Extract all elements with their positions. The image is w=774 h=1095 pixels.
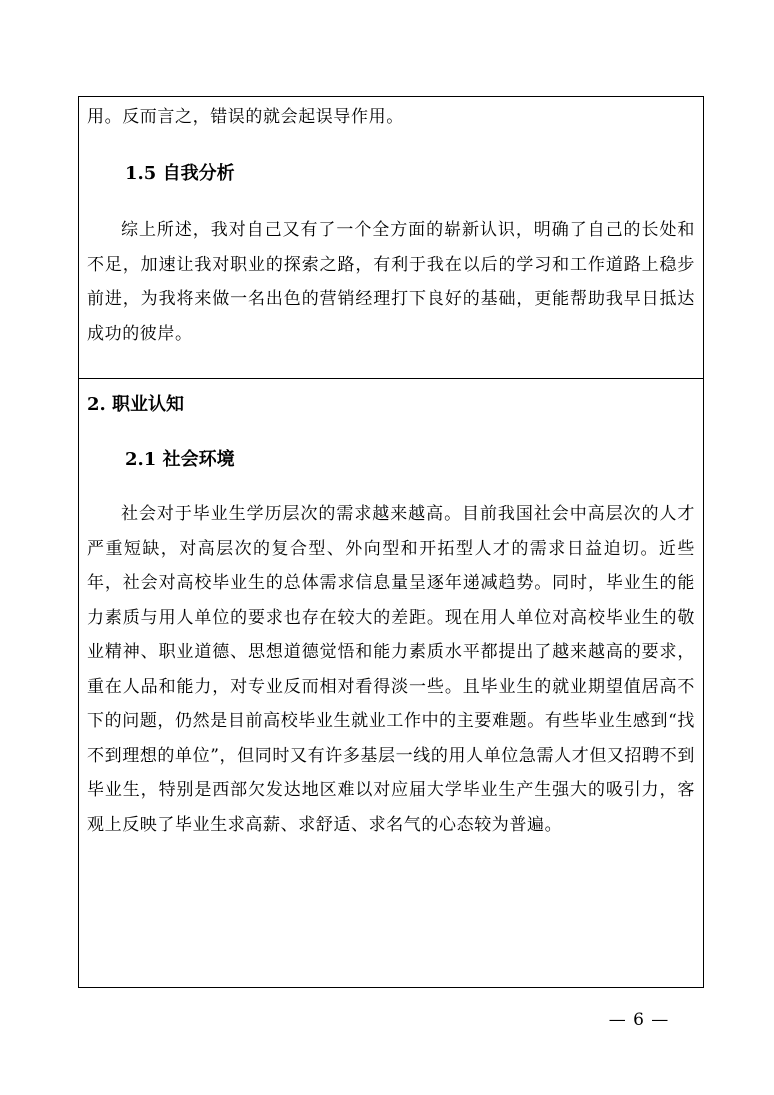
table-cell-self-analysis bbox=[79, 97, 703, 379]
self-analysis-paragraph: 综上所述，我对自己又有了一个全方面的崭新认识，明确了自己的长处和不足，加速让我对职业的探索之路，有利于我在以后的学习和工作道路上稳步前进，为我将来做一名出色的营销经理打下良好的基础，更能帮助我早日抵达成功的彼岸。 bbox=[87, 220, 695, 344]
section-heading-1-5: 1.5 自我分析 bbox=[125, 162, 235, 184]
social-environment-paragraph: 社会对于毕业生学历层次的需求越来越高。目前我国社会中高层次的人才严重短缺，对高层次的复合型、外向型和开拓型人才的需求日益迫切。近些年，社会对高校毕业生的总体需求信息量呈逐年递减趋势。同时，毕业生的能力素质与用人单位的要求也存在较大的差距。现在用人单位对高校毕业生的敬业精神、职业道德、思想道德觉悟和能力素质水平都提出了越来越高的要求，重在人品和能力，对专业反而相对看得淡一些。且毕业生的就业期望值居高不下的问题，仍然是目前高校毕业生就业工作中的主要难题。有些毕业生感到“找不到理想的单位”，但同时又有许多基层一线的用人单位急需人才但又招聘不到毕业生，特别是西部欠发达地区难以对应届大学毕业生产生强大的吸引力，客观上反映了毕业生求高薪、求舒适、求名气的心态较为普遍。 bbox=[87, 504, 695, 835]
table-cell-career-cognition bbox=[79, 379, 703, 987]
page-number: — 6 — bbox=[608, 1010, 670, 1030]
section-heading-2: 2. 职业认知 bbox=[87, 394, 185, 415]
document-table bbox=[78, 96, 704, 988]
section-heading-2-1: 2.1 社会环境 bbox=[125, 448, 235, 470]
continuation-text: 用。反而言之，错误的就会起误导作用。 bbox=[87, 107, 404, 127]
